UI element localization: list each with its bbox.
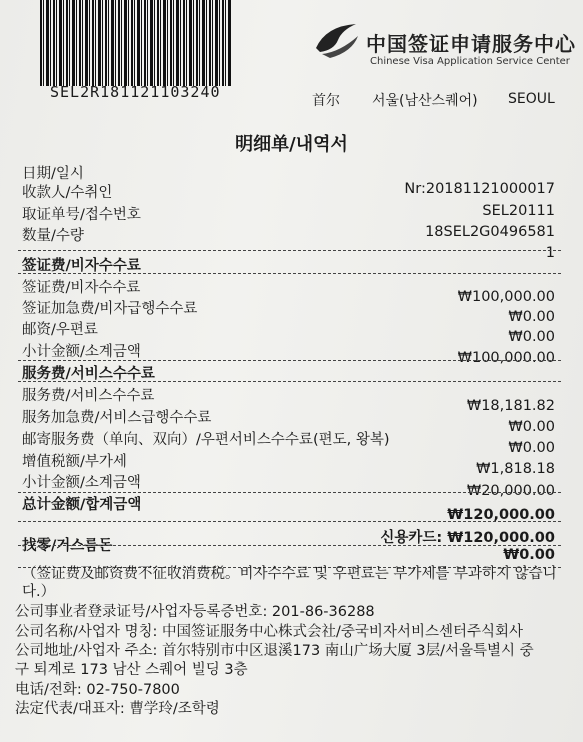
divider [18, 250, 561, 251]
logo-english-text: Chinese Visa Application Service Center [370, 56, 570, 67]
info-label: 取证单号/접수번호 [22, 207, 141, 223]
barcode [40, 0, 232, 86]
item-label: 签证费/비자수수료 [22, 280, 141, 296]
item-value: ₩18,181.82 [466, 398, 555, 414]
company-name: 公司名称/사업자 명칭: 中国签证服务中心株式会社/중국비자서비스센터주식회사 [15, 624, 523, 640]
divider [18, 360, 561, 361]
info-label: 收款人/수취인 [22, 185, 113, 201]
city-chinese: 首尔 [312, 93, 340, 109]
item-value: ₩0.00 [508, 419, 555, 435]
service-item-row [22, 419, 555, 450]
logo-chinese-text: 中国签证申请服务中心 [366, 32, 576, 56]
service-subtotal-value: ₩20,000.00 [466, 483, 555, 499]
company-address-cont: 구 퇴계로 173 남산 스퀘어 빌딩 3층 [15, 662, 248, 678]
info-label: 日期/일시 [22, 166, 84, 182]
divider [18, 381, 561, 382]
item-label: 服务费/서비스수수료 [22, 388, 155, 404]
total-label: 总计金额/합계금액 [22, 497, 142, 513]
change-label: 找零/거스름돈 [22, 538, 113, 554]
city-korean: 서울(남산스퀘어) [372, 93, 478, 109]
section-heading: 服务费/서비스수수료 [22, 366, 155, 382]
divider [18, 545, 561, 546]
company-reg-no: 公司事业者登录证号/사업자등록증번호: 201-86-36288 [15, 604, 375, 620]
info-label: 数量/수량 [22, 228, 84, 244]
divider [18, 273, 561, 274]
info-row-payee [22, 181, 555, 203]
cvasc-logo-icon [312, 18, 364, 62]
city-english: SEOUL [508, 91, 555, 107]
item-label: 服务加急费/서비스급행수수료 [22, 410, 212, 426]
info-value: 18SEL2G0496581 [425, 224, 555, 240]
tax-note: （签证费及邮资费不征收消费税。비자수수료 및 우편료는 부가세를 부과하지 않습니다.） [22, 566, 557, 600]
info-row-receipt-no [22, 203, 555, 225]
info-value: Nr:20181121000017 [404, 181, 555, 197]
change-value: ₩0.00 [503, 547, 555, 563]
document-title: 明细单/내역서 [235, 134, 348, 155]
item-label: 邮资/우편료 [22, 322, 98, 338]
item-label: 增值税额/부가세 [22, 454, 127, 470]
item-value: ₩0.00 [508, 440, 555, 456]
info-row-quantity [22, 224, 555, 246]
card-payment: 신용카드: ₩120,000.00 [380, 530, 555, 546]
visa-item-row [22, 289, 555, 319]
item-label: 小计金额/소계금액 [22, 344, 141, 360]
service-item-row [22, 398, 555, 428]
item-value: ₩100,000.00 [457, 289, 555, 305]
item-label: 签证加急费/비자급행수수료 [22, 301, 198, 317]
company-phone: 电话/전화: 02-750-7800 [15, 682, 180, 698]
section-heading: 签证费/비자수수료 [22, 258, 141, 274]
item-value: ₩1,818.18 [476, 461, 555, 477]
info-value: SEL20111 [482, 203, 555, 219]
item-value: ₩0.00 [508, 329, 555, 345]
visa-subtotal-value: ₩100,000.00 [457, 350, 555, 366]
barcode-number: SEL2R181121103240 [50, 83, 221, 101]
total-value: ₩120,000.00 [447, 507, 555, 523]
item-label: 邮寄服务费（单向、双向）/우편서비스수수료(편도, 왕복) [22, 432, 390, 448]
company-address: 公司地址/사업자 주소: 首尔特别市中区退溪173 南山广场大厦 3层/서울특별시 중 [15, 643, 534, 659]
company-representative: 法定代表/대표자: 曹学玲/조학령 [15, 701, 220, 717]
item-value: ₩0.00 [508, 309, 555, 325]
quantity-value: 1 [545, 245, 555, 261]
divider [18, 521, 561, 522]
item-label: 小计金额/소계금액 [22, 475, 141, 491]
